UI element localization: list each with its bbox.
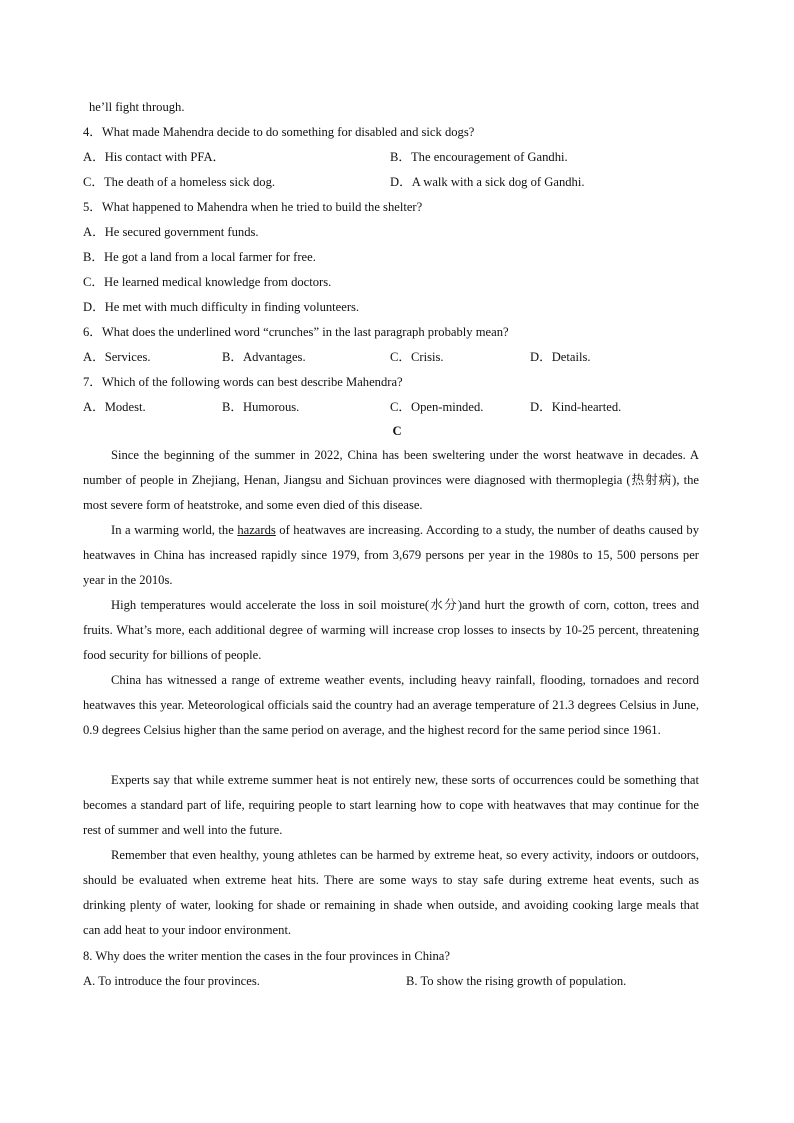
question-8-stem: 8. Why does the writer mention the cases in the four provinces in China? <box>83 949 450 963</box>
question-6-stem: 6．What does the underlined word “crunches” in the last paragraph probably mean? <box>83 325 509 339</box>
underlined-word-hazards: hazards <box>237 523 276 537</box>
continuation-text: he’ll fight through. <box>89 100 185 114</box>
passage-paragraph-6: Remember that even healthy, young athletes can be harmed by extreme heat, so every activity, indoors or outdoors, should be evaluated when extreme heat hits. There are some ways to stay safe during extreme heat events, such as drinking plenty of water, looking for shade or remaining in shade when outside, and avoiding cooking large meals that can add heat to your indoor environment. <box>83 848 699 937</box>
question-4-stem: 4．What made Mahendra decide to do something for disabled and sick dogs? <box>83 125 475 139</box>
question-7-option-d: D．Kind-hearted. <box>530 400 622 414</box>
passage-paragraph-3: High temperatures would accelerate the loss in soil moisture(水分)and hurt the growth of corn, cotton, trees and fruits. What’s more, each additional degree of warming will increase crop losses to insects by 10-25 percent, threatening food security for billions of people. <box>83 598 699 662</box>
section-heading: C <box>392 424 402 438</box>
question-8-option-a: A. To introduce the four provinces. <box>83 974 260 988</box>
passage-paragraph-2: In a warming world, the hazards of heatwaves are increasing. According to a study, the number of deaths caused by heatwaves in China has increased rapidly since 1979, from 3,679 persons per year in the 1980s to 15, 500 persons per year in the 2010s. <box>83 523 699 587</box>
question-4-option-c: C．The death of a homeless sick dog. <box>83 175 276 189</box>
question-6-option-a: A．Services. <box>83 350 151 364</box>
question-4-option-b: B．The encouragement of Gandhi. <box>390 150 568 164</box>
question-6-option-c: C．Crisis. <box>390 350 444 364</box>
question-5-option-a: A．He secured government funds. <box>83 225 259 239</box>
question-5-option-c: C．He learned medical knowledge from doctors. <box>83 275 332 289</box>
question-5-stem: 5．What happened to Mahendra when he tried to build the shelter? <box>83 200 423 214</box>
question-6-option-d: D．Details. <box>530 350 591 364</box>
question-7-option-a: A．Modest. <box>83 400 146 414</box>
passage-paragraph-5: Experts say that while extreme summer heat is not entirely new, these sorts of occurrences could be something that becomes a standard part of life, requiring people to start learning how to cope with heatwaves that may continue for the rest of summer and well into the future. <box>83 773 699 837</box>
question-5-option-b: B．He got a land from a local farmer for free. <box>83 250 316 264</box>
question-7-stem: 7．Which of the following words can best describe Mahendra? <box>83 375 403 389</box>
passage-paragraph-4: China has witnessed a range of extreme weather events, including heavy rainfall, flooding, tornadoes and record heatwaves this year. Meteorological officials said the country had an average temperature of 21.3 degrees Celsius in June, 0.9 degrees Celsius higher than the same period on average, and the highest record for the same period since 1961. <box>83 673 699 737</box>
question-4-option-d: D．A walk with a sick dog of Gandhi. <box>390 175 585 189</box>
question-5-option-d: D．He met with much difficulty in finding volunteers. <box>83 300 360 314</box>
question-4-option-a: A．His contact with PFA． <box>83 150 226 164</box>
question-7-option-c: C．Open-minded. <box>390 400 484 414</box>
question-8-option-b: B. To show the rising growth of population. <box>406 974 627 988</box>
passage-paragraph-1: Since the beginning of the summer in 2022, China has been sweltering under the worst heatwave in decades. A number of people in Zhejiang, Henan, Jiangsu and Sichuan provinces were diagnosed with thermoplegia (热射病), the most severe form of heatstroke, and some even died of this disease. <box>83 448 699 512</box>
question-7-option-b: B．Humorous. <box>222 400 300 414</box>
question-6-option-b: B．Advantages. <box>222 350 306 364</box>
